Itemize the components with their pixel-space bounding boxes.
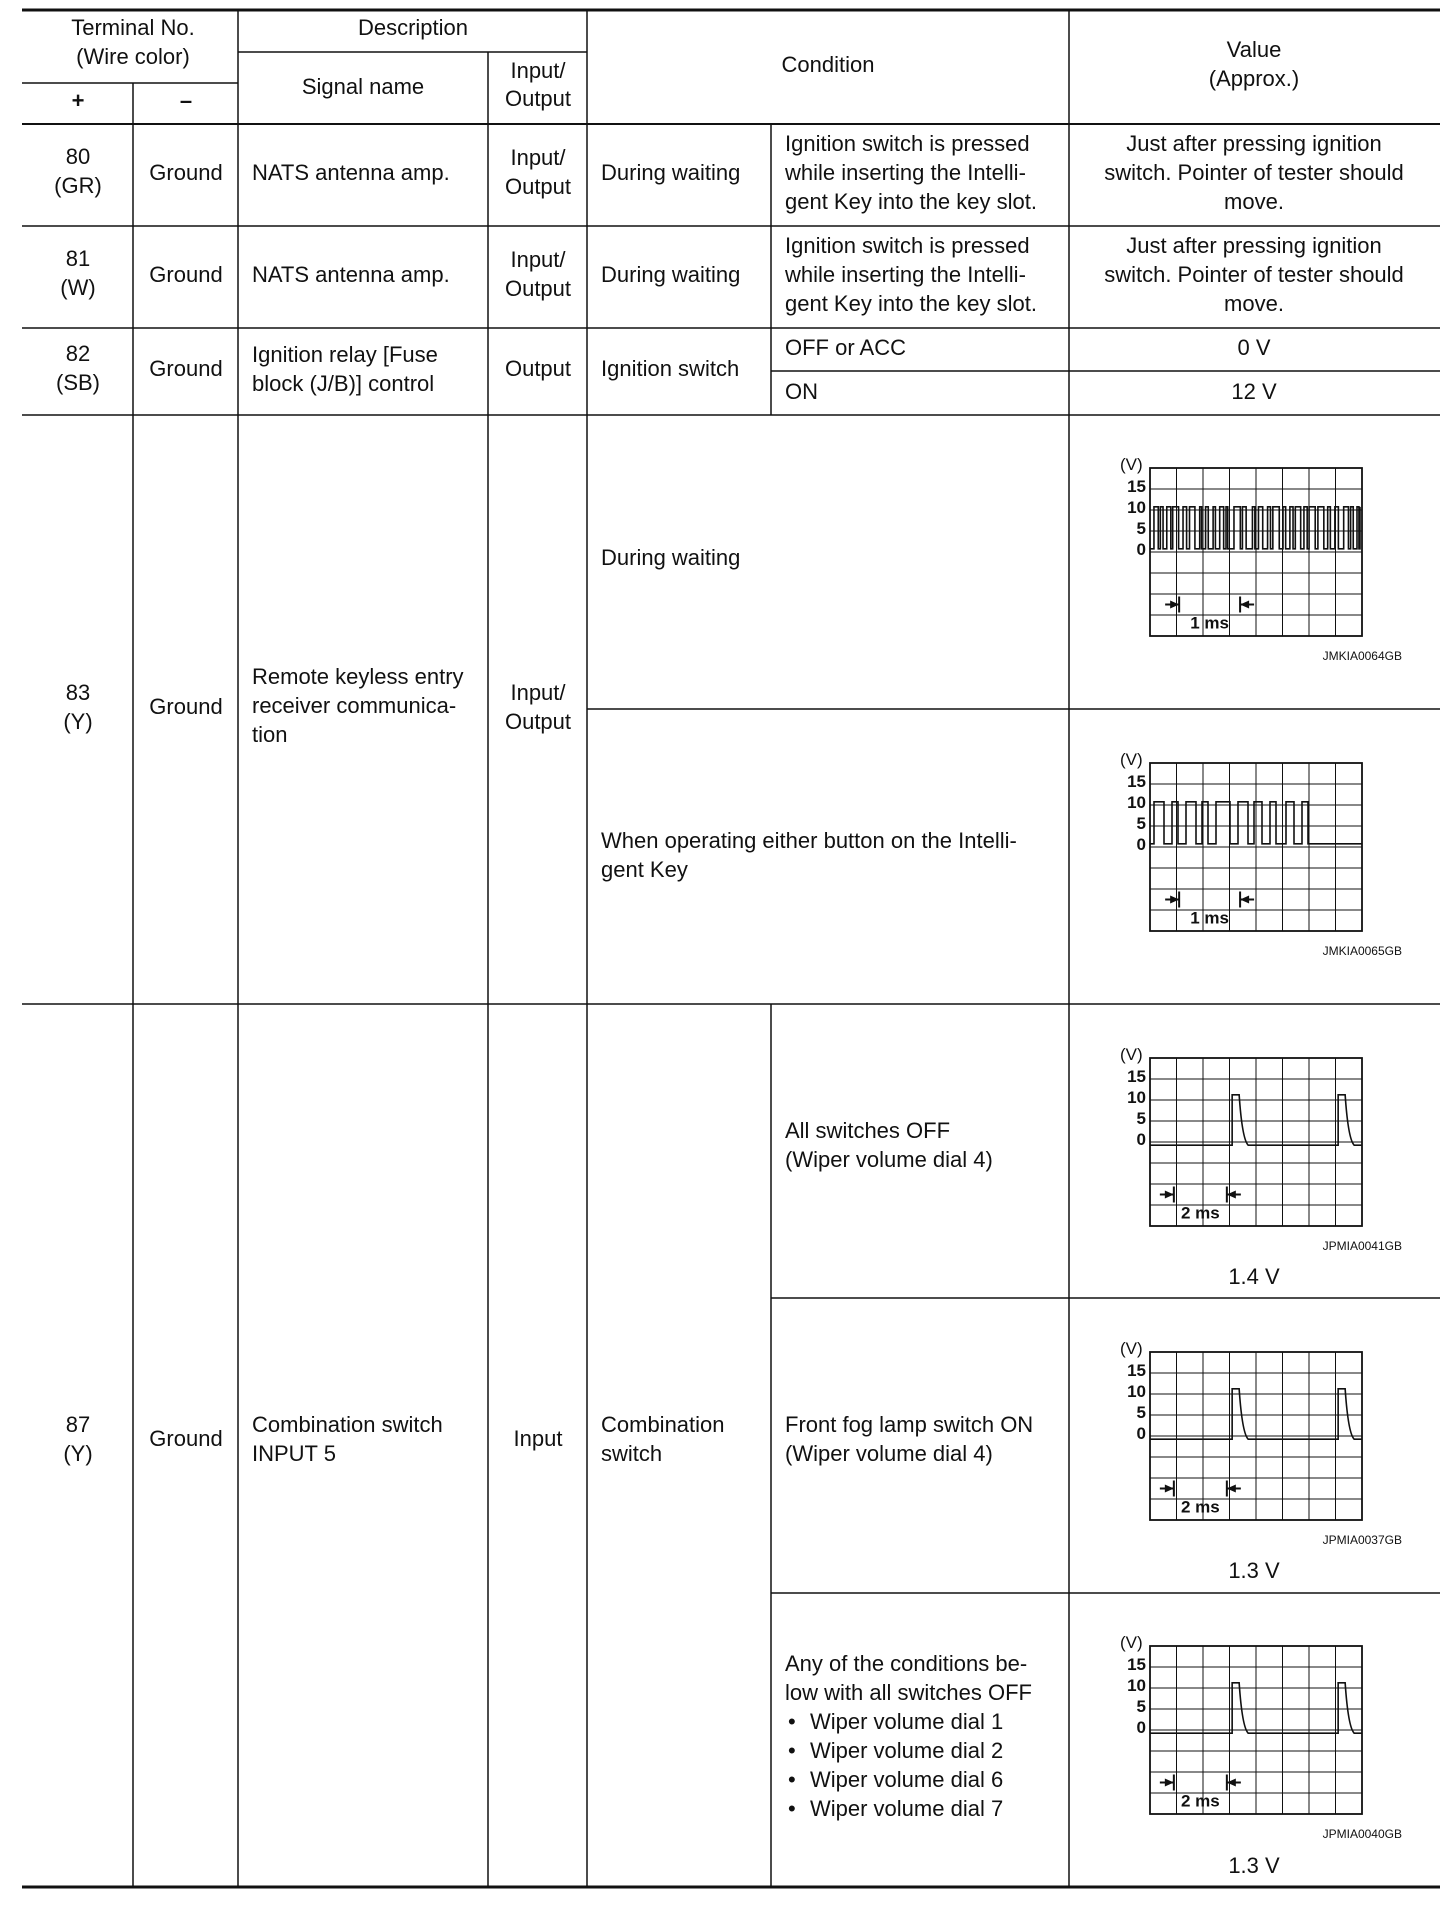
- terminal-number: 83: [65, 680, 91, 705]
- scope-code-label: JPMIA0040GB: [1322, 1827, 1402, 1841]
- scope-code-label: JMKIA0065GB: [1322, 944, 1402, 958]
- header-value-2: (Approx.): [1208, 66, 1300, 91]
- scope-tick-label: 0: [1136, 539, 1146, 559]
- minus-terminal: Ground: [149, 356, 223, 381]
- scope-tick-label: 5: [1136, 1402, 1146, 1422]
- scope-period-label: 1 ms: [1190, 908, 1229, 928]
- scope-unit-label: (V): [1120, 455, 1143, 474]
- terminal-number: 82: [65, 341, 91, 366]
- condition-detail-line-1: All switches OFF: [785, 1118, 951, 1143]
- scope-tick-label: 5: [1136, 518, 1146, 538]
- condition-main: Ignition switch: [601, 356, 740, 381]
- header-wire-color: (Wire color): [76, 44, 190, 69]
- condition-button-line-2: gent Key: [601, 857, 688, 882]
- minus-terminal: Ground: [149, 1426, 223, 1451]
- scope-waveform: [1150, 507, 1360, 549]
- wire-color: (SB): [56, 370, 100, 395]
- signal-name-line-1: Combination switch: [252, 1412, 443, 1437]
- terminal-number: 80: [65, 144, 91, 169]
- table-row: [56, 335, 1277, 404]
- oscilloscope-chart: [1120, 1339, 1402, 1547]
- oscilloscope-chart: [1120, 455, 1402, 663]
- oscilloscope-graphics: [1120, 455, 1402, 1841]
- table-row: [63, 545, 1016, 882]
- condition-detail-1: Ignition switch is pressed: [785, 233, 1030, 258]
- scope-tick-label: 5: [1136, 813, 1146, 833]
- condition-detail-3: gent Key into the key slot.: [785, 189, 1037, 214]
- minus-terminal: Ground: [149, 160, 223, 185]
- bullet-item: Wiper volume dial 6: [810, 1767, 1004, 1792]
- condition-main: During waiting: [601, 262, 741, 287]
- value: 12 V: [1231, 379, 1277, 404]
- table-row: [63, 1118, 1280, 1878]
- scope-tick-label: 10: [1127, 1087, 1146, 1107]
- condition-during-waiting: During waiting: [601, 545, 741, 570]
- header-description: Description: [357, 15, 469, 40]
- condition-main-line-1: Combination: [601, 1412, 725, 1437]
- signal-name: NATS antenna amp.: [252, 262, 450, 287]
- scope-period-label: 2 ms: [1180, 1203, 1220, 1223]
- io-line-2: Output: [504, 276, 572, 301]
- value-line-1: Just after pressing ignition: [1126, 131, 1382, 156]
- signal-name-line-2: INPUT 5: [252, 1441, 336, 1466]
- io-line-2: Output: [504, 174, 572, 199]
- scope-period-label: 2 ms: [1180, 1497, 1220, 1517]
- oscilloscope-chart: [1120, 1633, 1402, 1841]
- condition-button-line-1: When operating either button on the Intelli-: [601, 828, 1017, 853]
- scope-tick-label: 15: [1127, 476, 1146, 496]
- scope-tick-label: 15: [1127, 1654, 1146, 1674]
- condition-detail-line-2: low with all switches OFF: [785, 1680, 1032, 1705]
- oscilloscope-chart: [1120, 1045, 1402, 1253]
- condition-detail-2: while inserting the Intelli-: [785, 160, 1026, 185]
- bullet-item: Wiper volume dial 1: [810, 1709, 1004, 1734]
- scope-period-label: 2 ms: [1180, 1791, 1220, 1811]
- condition-detail-line-2: (Wiper volume dial 4): [785, 1441, 993, 1466]
- value: 1.3 V: [1228, 1558, 1280, 1583]
- value: 1.4 V: [1228, 1264, 1280, 1289]
- header-plus: +: [71, 88, 85, 113]
- scope-tick-label: 0: [1136, 1423, 1146, 1443]
- condition-detail-line-1: Any of the conditions be-: [785, 1651, 1028, 1676]
- io-line-2: Output: [504, 709, 572, 734]
- io-line-1: Input: [513, 1426, 563, 1451]
- bullet-item: Wiper volume dial 2: [810, 1738, 1004, 1763]
- header-signal-name: Signal name: [301, 74, 425, 99]
- signal-name: NATS antenna amp.: [252, 160, 450, 185]
- condition-detail-1: Ignition switch is pressed: [785, 131, 1030, 156]
- scope-unit-label: (V): [1120, 1339, 1143, 1358]
- scope-tick-label: 0: [1136, 834, 1146, 854]
- scope-tick-label: 10: [1127, 792, 1146, 812]
- scope-code-label: JMKIA0064GB: [1322, 649, 1402, 663]
- scope-tick-label: 5: [1136, 1696, 1146, 1716]
- signal-name-line-2: block (J/B)] control: [252, 371, 435, 396]
- signal-name-line-3: tion: [252, 722, 288, 747]
- terminal-number: 87: [65, 1412, 91, 1437]
- condition-detail-2: while inserting the Intelli-: [785, 262, 1026, 287]
- value-line-2: switch. Pointer of tester should: [1104, 160, 1404, 185]
- signal-name-line-1: Ignition relay [Fuse: [252, 342, 438, 367]
- wire-color: (GR): [54, 173, 102, 198]
- condition-detail: OFF or ACC: [785, 335, 907, 360]
- bullet-item: Wiper volume dial 7: [810, 1796, 1004, 1821]
- bullet-icon: •: [788, 1709, 796, 1734]
- header-input-output-2: Output: [504, 86, 572, 111]
- scope-tick-label: 15: [1127, 1360, 1146, 1380]
- scope-tick-label: 15: [1127, 771, 1146, 791]
- scope-period-label: 1 ms: [1190, 613, 1229, 633]
- bullet-icon: •: [788, 1738, 796, 1763]
- table-row: [60, 233, 1404, 316]
- io-line-1: Input/: [510, 145, 566, 170]
- header-condition: Condition: [781, 52, 875, 77]
- value-line-2: switch. Pointer of tester should: [1104, 262, 1404, 287]
- io-line-1: Input/: [510, 247, 566, 272]
- condition-detail-line-1: Front fog lamp switch ON: [785, 1412, 1034, 1437]
- scope-tick-label: 0: [1136, 1717, 1146, 1737]
- scope-code-label: JPMIA0041GB: [1322, 1239, 1402, 1253]
- condition-detail: ON: [785, 379, 818, 404]
- value-line-1: Just after pressing ignition: [1126, 233, 1382, 258]
- wire-color: (W): [60, 275, 96, 300]
- header-value-1: Value: [1226, 37, 1282, 62]
- condition-main-line-2: switch: [601, 1441, 663, 1466]
- scope-tick-label: 15: [1127, 1066, 1146, 1086]
- scope-tick-label: 10: [1127, 1675, 1146, 1695]
- signal-name-line-2: receiver communica-: [252, 693, 457, 718]
- value-line-3: move.: [1224, 189, 1284, 214]
- scope-unit-label: (V): [1120, 1045, 1143, 1064]
- header-input-output-1: Input/: [510, 58, 566, 83]
- value: 1.3 V: [1228, 1853, 1280, 1878]
- scope-tick-label: 10: [1127, 1381, 1146, 1401]
- signal-name-line-1: Remote keyless entry: [252, 664, 464, 689]
- wire-color: (Y): [63, 709, 93, 734]
- io-line-1: Output: [504, 356, 572, 381]
- terminal-number: 81: [65, 246, 91, 271]
- io-line-1: Input/: [510, 680, 566, 705]
- oscilloscope-chart: [1120, 750, 1402, 958]
- scope-code-label: JPMIA0037GB: [1322, 1533, 1402, 1547]
- scope-tick-label: 0: [1136, 1129, 1146, 1149]
- scope-tick-label: 10: [1127, 497, 1146, 517]
- scope-tick-label: 5: [1136, 1108, 1146, 1128]
- bullet-icon: •: [788, 1796, 796, 1821]
- table-row: [54, 131, 1404, 214]
- bullet-icon: •: [788, 1767, 796, 1792]
- scope-unit-label: (V): [1120, 1633, 1143, 1652]
- minus-terminal: Ground: [149, 694, 223, 719]
- value: 0 V: [1237, 335, 1271, 360]
- scope-unit-label: (V): [1120, 750, 1143, 769]
- condition-detail-3: gent Key into the key slot.: [785, 291, 1037, 316]
- value-line-3: move.: [1224, 291, 1284, 316]
- wire-color: (Y): [63, 1441, 93, 1466]
- header-minus: –: [179, 88, 193, 113]
- condition-main: During waiting: [601, 160, 741, 185]
- condition-detail-line-2: (Wiper volume dial 4): [785, 1147, 993, 1172]
- header-terminal-no: Terminal No.: [71, 15, 195, 40]
- minus-terminal: Ground: [149, 262, 223, 287]
